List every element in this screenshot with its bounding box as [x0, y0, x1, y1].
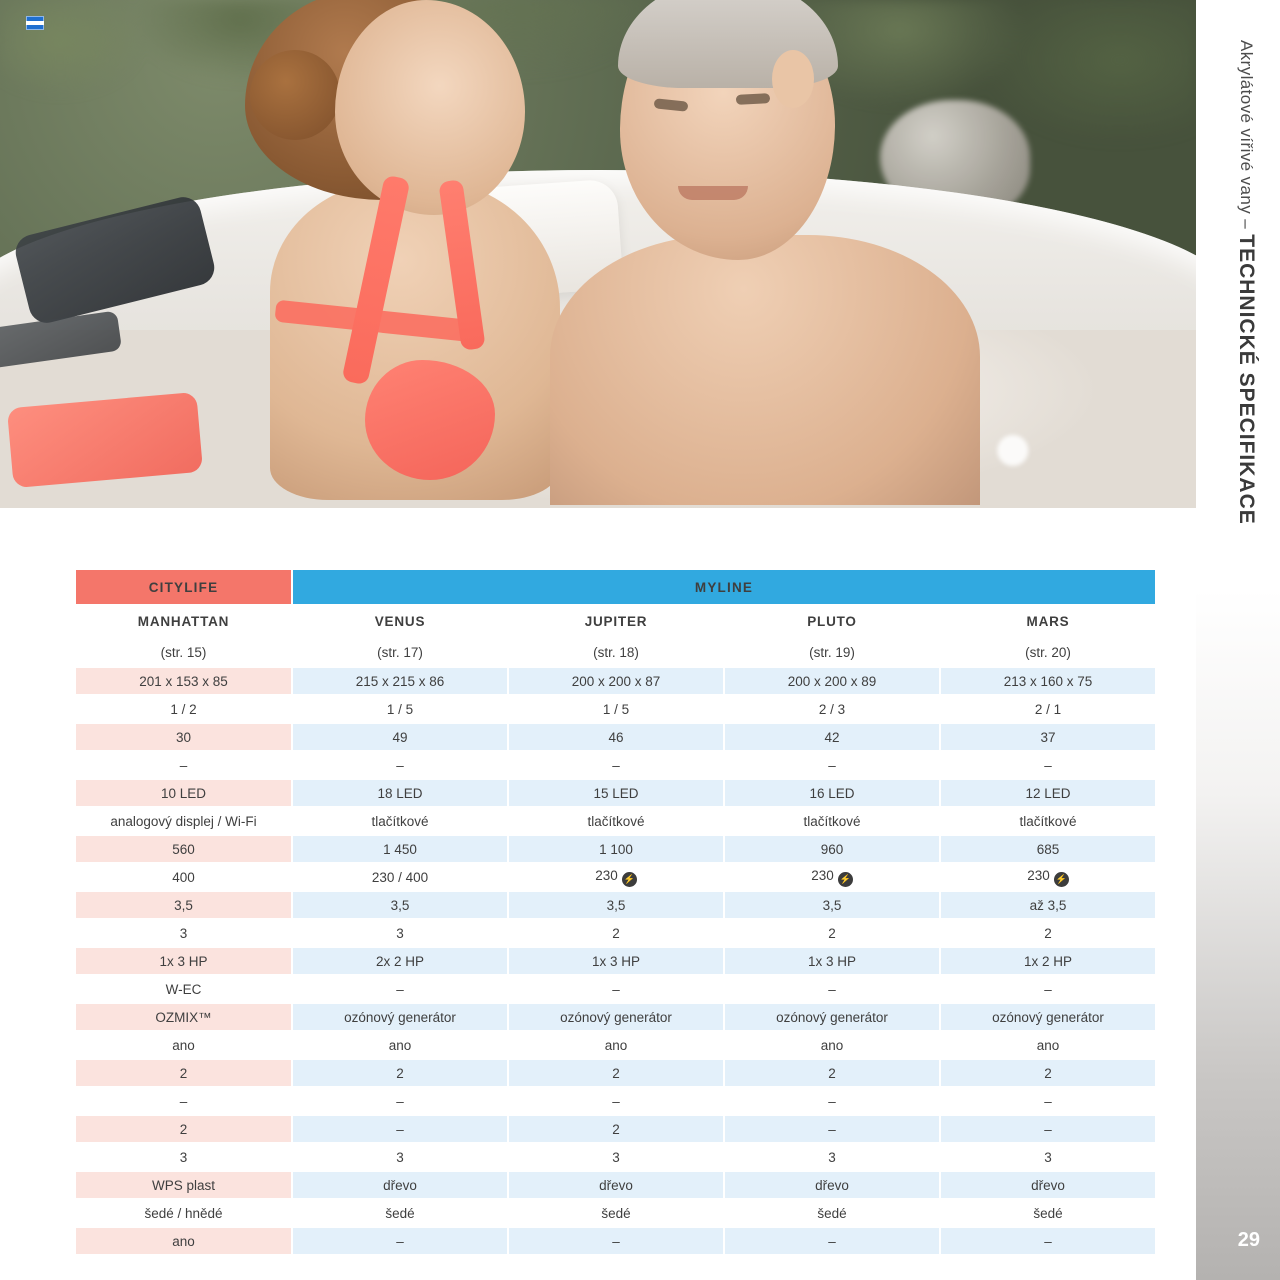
- table-cell: 1 / 5: [509, 696, 723, 722]
- model-header-mars: MARS: [941, 606, 1155, 636]
- table-cell: dřevo: [293, 1172, 507, 1198]
- table-cell: tlačítkové: [293, 808, 507, 834]
- table-cell: 46: [509, 724, 723, 750]
- table-cell: 3: [293, 1144, 507, 1170]
- table-cell: –: [941, 752, 1155, 778]
- table-cell: –: [725, 752, 939, 778]
- table-cell: 2 / 3: [725, 696, 939, 722]
- table-cell: –: [293, 976, 507, 1002]
- table-cell: –: [76, 752, 291, 778]
- table-cell: 30: [76, 724, 291, 750]
- table-cell: –: [725, 976, 939, 1002]
- table-page-ref-row: [76, 638, 1155, 666]
- table-cell: 200 x 200 x 89: [725, 668, 939, 694]
- table-cell: 37: [941, 724, 1155, 750]
- page-ref-3[interactable]: (str. 19): [725, 638, 939, 666]
- table-cell: ano: [509, 1032, 723, 1058]
- table-cell: ozónový generátor: [509, 1004, 723, 1030]
- table-cell: 2 / 1: [941, 696, 1155, 722]
- table-cell: 3: [76, 1144, 291, 1170]
- page-ref-1[interactable]: (str. 17): [293, 638, 507, 666]
- table-row: [76, 976, 1155, 1002]
- man-shoulders: [550, 235, 980, 505]
- table-cell: –: [725, 1088, 939, 1114]
- table-cell: –: [293, 752, 507, 778]
- table-cell: až 3,5: [941, 892, 1155, 918]
- table-cell: tlačítkové: [509, 808, 723, 834]
- table-cell: 1x 3 HP: [725, 948, 939, 974]
- table-row: [76, 752, 1155, 778]
- specification-table-wrapper: [74, 568, 1147, 1256]
- table-cell: tlačítkové: [725, 808, 939, 834]
- flag-icon: [26, 16, 44, 30]
- section-title-bold: TECHNICKÉ SPECIFIKACE: [1235, 234, 1258, 525]
- plug-icon: ⚡: [622, 872, 637, 887]
- table-cell: 2: [76, 1116, 291, 1142]
- page-ref-2[interactable]: (str. 18): [509, 638, 723, 666]
- table-row: [76, 1116, 1155, 1142]
- table-cell: W-EC: [76, 976, 291, 1002]
- brand-header-myline: MYLINE: [293, 570, 1155, 604]
- table-cell: 1 / 2: [76, 696, 291, 722]
- table-row: [76, 836, 1155, 862]
- table-cell: 2: [509, 920, 723, 946]
- table-cell: –: [941, 1228, 1155, 1254]
- table-cell: ano: [941, 1032, 1155, 1058]
- plug-icon: ⚡: [838, 872, 853, 887]
- table-cell: šedé: [725, 1200, 939, 1226]
- table-cell: analogový displej / Wi-Fi: [76, 808, 291, 834]
- table-cell: –: [941, 1116, 1155, 1142]
- table-cell: 3: [293, 920, 507, 946]
- table-cell: 2: [293, 1060, 507, 1086]
- table-cell: dřevo: [725, 1172, 939, 1198]
- table-cell: –: [293, 1088, 507, 1114]
- page-ref-4[interactable]: (str. 20): [941, 638, 1155, 666]
- table-cell: ano: [725, 1032, 939, 1058]
- table-cell: 1x 2 HP: [941, 948, 1155, 974]
- table-cell: 49: [293, 724, 507, 750]
- table-cell: 3,5: [293, 892, 507, 918]
- table-row: [76, 1228, 1155, 1254]
- table-cell: –: [509, 1228, 723, 1254]
- table-cell: –: [293, 1116, 507, 1142]
- table-row: [76, 892, 1155, 918]
- table-cell: –: [941, 1088, 1155, 1114]
- table-cell: 3,5: [76, 892, 291, 918]
- table-cell: OZMIX™: [76, 1004, 291, 1030]
- table-cell: dřevo: [509, 1172, 723, 1198]
- table-cell: šedé: [941, 1200, 1155, 1226]
- table-cell: 230 ⚡: [509, 864, 723, 890]
- table-cell: 2: [725, 1060, 939, 1086]
- table-cell: dřevo: [941, 1172, 1155, 1198]
- table-cell: ozónový generátor: [725, 1004, 939, 1030]
- table-row: [76, 780, 1155, 806]
- table-row: [76, 1060, 1155, 1086]
- table-cell: ano: [293, 1032, 507, 1058]
- table-cell: 1x 3 HP: [509, 948, 723, 974]
- table-cell: 213 x 160 x 75: [941, 668, 1155, 694]
- table-row: [76, 1088, 1155, 1114]
- section-title: [1234, 40, 1258, 525]
- table-cell: 685: [941, 836, 1155, 862]
- table-cell: 2x 2 HP: [293, 948, 507, 974]
- table-cell: –: [509, 752, 723, 778]
- table-cell: –: [725, 1228, 939, 1254]
- table-cell: 3,5: [509, 892, 723, 918]
- plug-icon: ⚡: [1054, 872, 1069, 887]
- table-cell: 42: [725, 724, 939, 750]
- right-sidebar: [1196, 0, 1280, 1280]
- table-cell: 16 LED: [725, 780, 939, 806]
- table-cell: –: [509, 976, 723, 1002]
- table-cell: –: [293, 1228, 507, 1254]
- table-cell: šedé / hnědé: [76, 1200, 291, 1226]
- table-cell: 960: [725, 836, 939, 862]
- table-cell: –: [76, 1088, 291, 1114]
- table-cell: 2: [509, 1060, 723, 1086]
- table-row: [76, 1004, 1155, 1030]
- table-cell: 2: [941, 1060, 1155, 1086]
- table-cell: 1 450: [293, 836, 507, 862]
- table-cell: 230 ⚡: [941, 864, 1155, 890]
- table-row: [76, 1172, 1155, 1198]
- table-cell: 200 x 200 x 87: [509, 668, 723, 694]
- table-cell: 201 x 153 x 85: [76, 668, 291, 694]
- table-cell: –: [725, 1116, 939, 1142]
- person-man: [560, 0, 980, 490]
- table-model-row: [76, 606, 1155, 636]
- table-cell: 215 x 215 x 86: [293, 668, 507, 694]
- table-cell: ano: [76, 1228, 291, 1254]
- table-cell: ano: [76, 1032, 291, 1058]
- table-cell: 3: [76, 920, 291, 946]
- table-cell: 12 LED: [941, 780, 1155, 806]
- table-cell: –: [941, 976, 1155, 1002]
- girl-head: [335, 0, 525, 215]
- table-cell: 3,5: [725, 892, 939, 918]
- table-row: [76, 668, 1155, 694]
- table-cell: 2: [509, 1116, 723, 1142]
- table-cell: 15 LED: [509, 780, 723, 806]
- section-title-normal: Akrylátové vířivé vany –: [1237, 40, 1256, 235]
- table-cell: 560: [76, 836, 291, 862]
- table-cell: 2: [941, 920, 1155, 946]
- girl-hair-bun: [250, 50, 340, 140]
- specification-table: [74, 568, 1157, 1256]
- table-cell: 10 LED: [76, 780, 291, 806]
- model-header-venus: VENUS: [293, 606, 507, 636]
- table-cell: 230 / 400: [293, 864, 507, 890]
- table-cell: ozónový generátor: [941, 1004, 1155, 1030]
- model-header-pluto: PLUTO: [725, 606, 939, 636]
- model-header-jupiter: JUPITER: [509, 606, 723, 636]
- towel: [7, 392, 203, 488]
- table-cell: 1x 3 HP: [76, 948, 291, 974]
- table-row: [76, 948, 1155, 974]
- table-cell: 230 ⚡: [725, 864, 939, 890]
- table-cell: 1 100: [509, 836, 723, 862]
- table-row: [76, 696, 1155, 722]
- man-mouth: [678, 186, 748, 200]
- table-brand-row: [76, 570, 1155, 604]
- page-number: 29: [1237, 1229, 1260, 1251]
- man-ear: [772, 50, 814, 108]
- hero-photo: [0, 0, 1196, 508]
- table-cell: 400: [76, 864, 291, 890]
- table-cell: 3: [725, 1144, 939, 1170]
- table-cell: 3: [941, 1144, 1155, 1170]
- table-cell: 2: [76, 1060, 291, 1086]
- table-row: [76, 724, 1155, 750]
- man-eye-right: [736, 93, 770, 105]
- table-cell: šedé: [509, 1200, 723, 1226]
- table-cell: 3: [509, 1144, 723, 1170]
- table-cell: 18 LED: [293, 780, 507, 806]
- table-row: [76, 1200, 1155, 1226]
- brand-header-citylife: CITYLIFE: [76, 570, 291, 604]
- model-header-manhattan: MANHATTAN: [76, 606, 291, 636]
- table-cell: WPS plast: [76, 1172, 291, 1198]
- table-row: [76, 1032, 1155, 1058]
- table-cell: –: [509, 1088, 723, 1114]
- table-row: [76, 920, 1155, 946]
- table-row: [76, 1144, 1155, 1170]
- table-cell: ozónový generátor: [293, 1004, 507, 1030]
- table-row: [76, 808, 1155, 834]
- page-ref-0[interactable]: (str. 15): [76, 638, 291, 666]
- table-cell: šedé: [293, 1200, 507, 1226]
- table-row: [76, 864, 1155, 890]
- table-cell: 1 / 5: [293, 696, 507, 722]
- table-cell: 2: [725, 920, 939, 946]
- table-cell: tlačítkové: [941, 808, 1155, 834]
